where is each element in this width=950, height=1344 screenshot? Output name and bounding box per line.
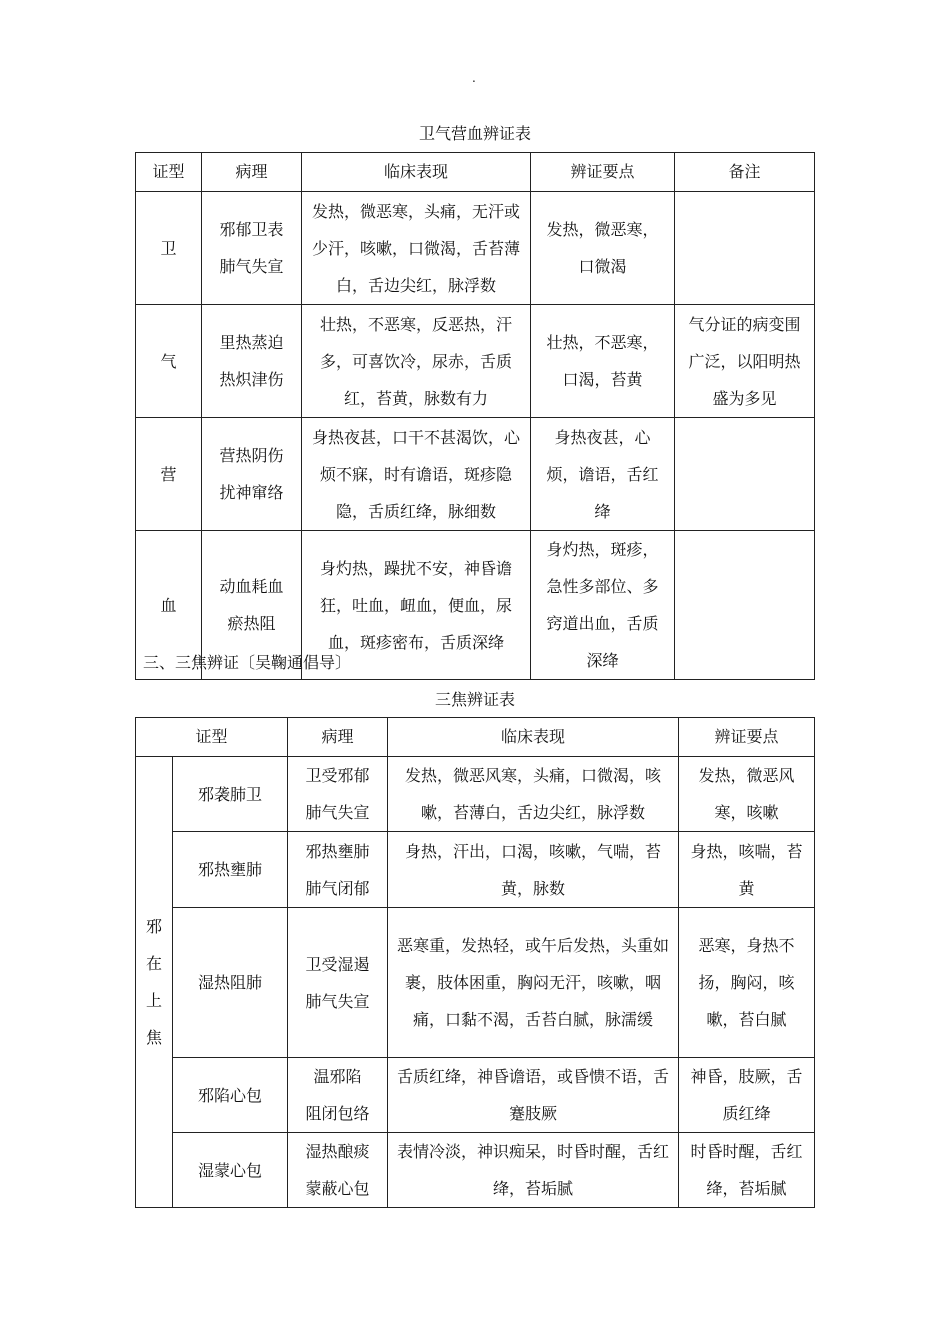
pathology: 动血耗血 瘀热阻: [202, 531, 302, 680]
pathology: 里热蒸迫 热炽津伤: [202, 305, 302, 418]
syndrome-type: 邪热壅肺: [173, 832, 288, 908]
key-points: 恶寒，身热不扬，胸闷，咳嗽，苔白腻: [679, 908, 815, 1058]
table1-header-pathology: 病理: [202, 153, 302, 192]
remarks: 气分证的病变围广泛，以阳明热盛为多见: [675, 305, 815, 418]
pathology: 营热阴伤 扰神窜络: [202, 418, 302, 531]
upper-jiao-group-label: 邪 在 上 焦: [136, 757, 173, 1208]
key-points: 壮热，不恶寒，口渴，苔黄: [531, 305, 675, 418]
pathology: 卫受湿遏 肺气失宣: [288, 908, 388, 1058]
table1-header-remarks: 备注: [675, 153, 815, 192]
clinical-manifestation: 恶寒重，发热轻，或午后发热，头重如裹，肢体困重，胸闷无汗，咳嗽，咽痛，口黏不渴，舌苔白腻，脉濡缓: [388, 908, 679, 1058]
syndrome-type: 气: [136, 305, 202, 418]
pathology: 邪郁卫表 肺气失宣: [202, 192, 302, 305]
syndrome-type: 湿热阻肺: [173, 908, 288, 1058]
table1-caption: 卫气营血辨证表: [418, 124, 531, 143]
pathology: 卫受邪郁 肺气失宣: [288, 757, 388, 832]
table-row: [136, 1133, 815, 1208]
table-row: [136, 192, 815, 305]
clinical-manifestation: 发热，微恶风寒，头痛，口微渴，咳嗽，苔薄白，舌边尖红，脉浮数: [388, 757, 679, 832]
remarks: [675, 418, 815, 531]
table-row: [136, 757, 815, 832]
syndrome-type: 邪袭肺卫: [173, 757, 288, 832]
table2-header-clinical: 临床表现: [388, 718, 679, 757]
table-row: [136, 305, 815, 418]
table-row: [136, 1058, 815, 1133]
table1-header-row: [136, 153, 815, 192]
table1-header-type: 证型: [136, 153, 202, 192]
clinical-manifestation: 发热，微恶寒，头痛，无汗或少汗，咳嗽，口微渴，舌苔薄白，舌边尖红，脉浮数: [302, 192, 531, 305]
key-points: 发热，微恶风寒，咳嗽: [679, 757, 815, 832]
san-jiao-table: [135, 717, 815, 1208]
syndrome-type: 血: [136, 531, 202, 680]
table1-header-clinical: 临床表现: [302, 153, 531, 192]
table2-header-pathology: 病理: [288, 718, 388, 757]
syndrome-type: 卫: [136, 192, 202, 305]
header-mark: .: [472, 71, 476, 85]
clinical-manifestation: 身热夜甚，口干不甚渴饮，心烦不寐，时有谵语，斑疹隐隐，舌质红绛，脉细数: [302, 418, 531, 531]
clinical-manifestation: 身灼热，躁扰不安，神昏谵狂，吐血，衄血，便血，尿血，斑疹密布，舌质深绛: [302, 531, 531, 680]
key-points: 发热，微恶寒，口微渴: [531, 192, 675, 305]
clinical-manifestation: 舌质红绛，神昏谵语，或昏愦不语，舌蹇肢厥: [388, 1058, 679, 1133]
table2-header-type: 证型: [136, 718, 288, 757]
table-row: [136, 908, 815, 1058]
key-points: 神昏，肢厥，舌质红绛: [679, 1058, 815, 1133]
section-heading: 三、三焦辨证〔吴鞠通倡导〕: [143, 653, 352, 672]
key-points: 身热，咳喘，苔黄: [679, 832, 815, 908]
table1-header-key-points: 辨证要点: [531, 153, 675, 192]
table-row: [136, 418, 815, 531]
pathology: 邪热壅肺 肺气闭郁: [288, 832, 388, 908]
clinical-manifestation: 身热，汗出，口渴，咳嗽，气喘，苔黄，脉数: [388, 832, 679, 908]
pathology: 温邪陷 阻闭包络: [288, 1058, 388, 1133]
remarks: [675, 192, 815, 305]
syndrome-type: 湿蒙心包: [173, 1133, 288, 1208]
clinical-manifestation: 壮热，不恶寒，反恶热，汗多，可喜饮冷，尿赤，舌质红，苔黄，脉数有力: [302, 305, 531, 418]
key-points: 时昏时醒，舌红绛，苔垢腻: [679, 1133, 815, 1208]
wei-qi-ying-xue-table: [135, 152, 815, 680]
table2-header-key-points: 辨证要点: [679, 718, 815, 757]
pathology: 湿热酿痰 蒙蔽心包: [288, 1133, 388, 1208]
clinical-manifestation: 表情冷淡，神识痴呆，时昏时醒，舌红绛，苔垢腻: [388, 1133, 679, 1208]
syndrome-type: 邪陷心包: [173, 1058, 288, 1133]
key-points: 身热夜甚，心烦，谵语，舌红绛: [531, 418, 675, 531]
key-points: 身灼热，斑疹，急性多部位、多窍道出血，舌质深绛: [531, 531, 675, 680]
syndrome-type: 营: [136, 418, 202, 531]
remarks: [675, 531, 815, 680]
table2-caption: 三焦辨证表: [434, 690, 515, 709]
table-row: [136, 832, 815, 908]
table2-header-row: [136, 718, 815, 757]
